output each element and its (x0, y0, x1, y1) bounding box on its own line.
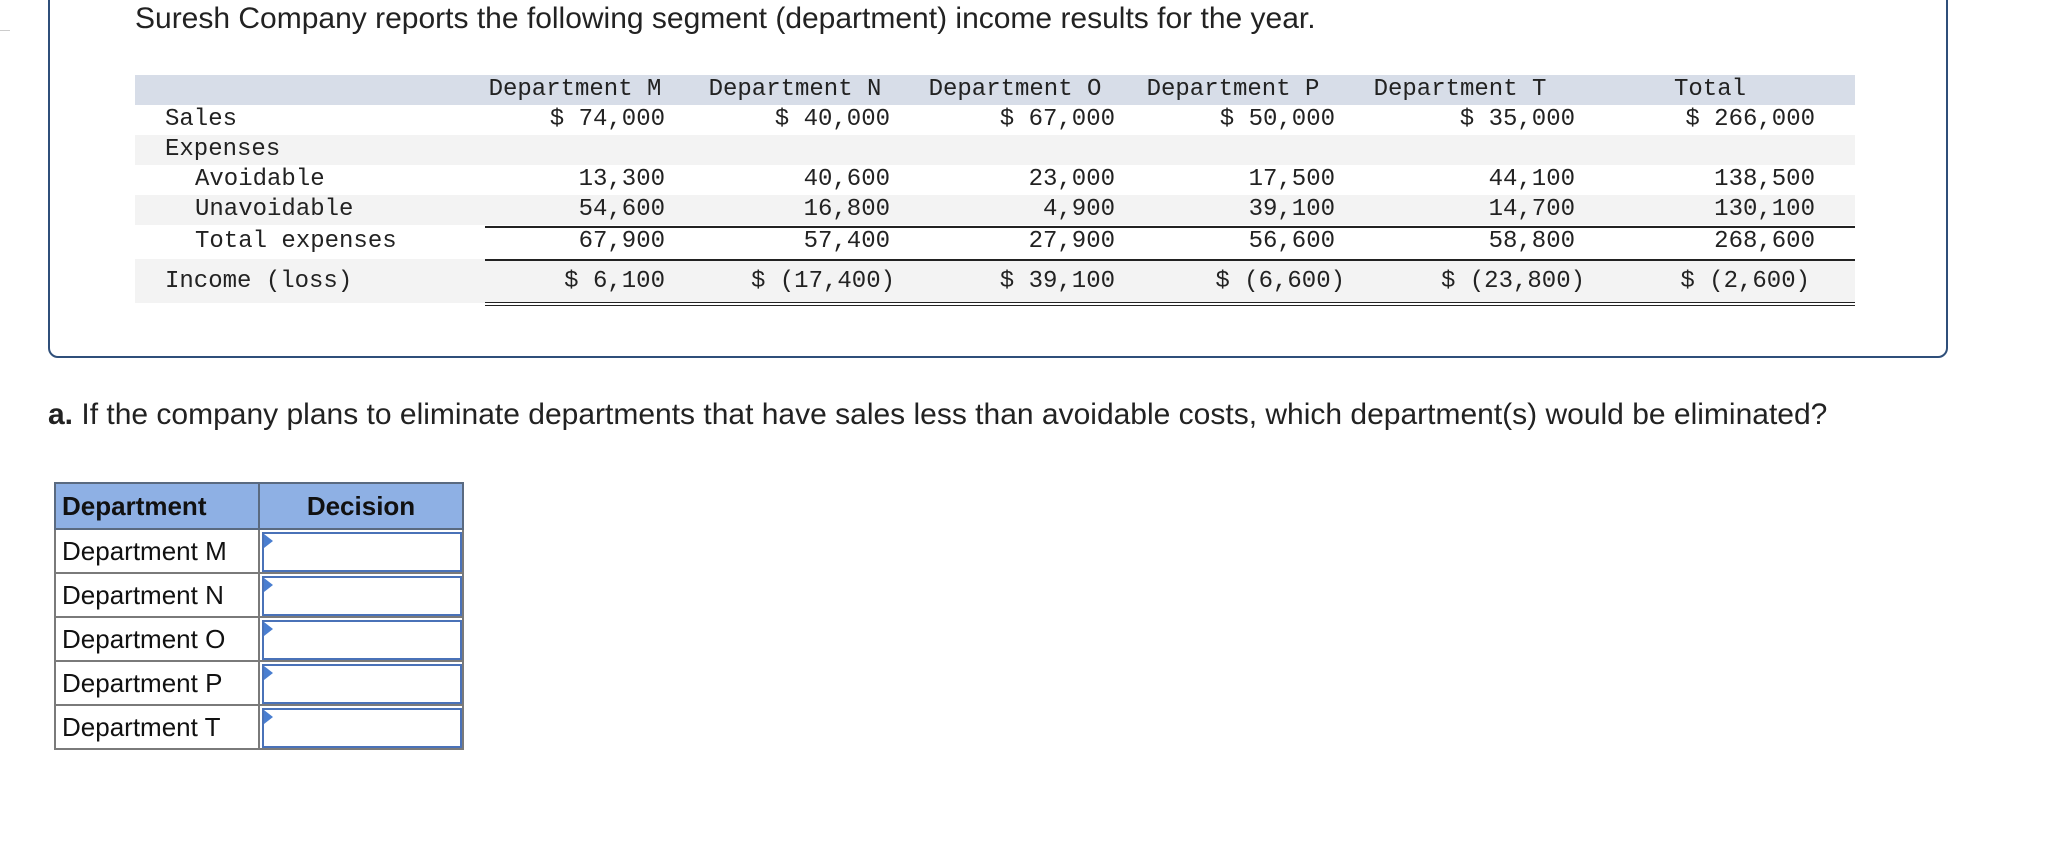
decision-cell (259, 705, 463, 749)
dropdown-indicator-icon (264, 622, 273, 636)
column-header: Total (1673, 76, 1746, 103)
unavoidable-band (135, 195, 1855, 225)
subtotal-rule (485, 226, 1855, 228)
edge-tick (0, 30, 10, 31)
decision-cell (259, 573, 463, 617)
dropdown-indicator-icon (264, 710, 273, 724)
dropdown-indicator-icon (264, 534, 273, 548)
decision-cell (259, 529, 463, 573)
unavoidable-value: 130,100 (1714, 196, 1815, 223)
row-label-sales: Sales (165, 106, 238, 133)
row-label-expenses: Expenses (165, 136, 281, 163)
table-row (55, 617, 463, 661)
total-rule (485, 259, 1855, 261)
question-label: a. (48, 398, 74, 431)
dropdown-indicator-icon (264, 666, 273, 680)
decision-dropdown[interactable] (262, 664, 462, 704)
department-cell: Department O (55, 617, 259, 661)
income-value: $ (2,600) (1680, 268, 1810, 295)
income-value: $ (23,800) (1440, 268, 1585, 295)
sales-value: $ 74,000 (549, 106, 665, 133)
column-header: Department M (488, 76, 662, 103)
decision-header: Decision (259, 483, 463, 529)
row-label-unavoidable: Unavoidable (195, 196, 354, 223)
decision-cell (259, 617, 463, 661)
total-expenses-value: 56,600 (1248, 228, 1335, 255)
decision-dropdown[interactable] (262, 708, 462, 748)
column-header: Department N (708, 76, 882, 103)
department-header: Department (55, 483, 259, 529)
table-row (55, 529, 463, 573)
avoidable-value: 44,100 (1488, 166, 1575, 193)
decision-dropdown[interactable] (262, 620, 462, 660)
unavoidable-value: 4,900 (1042, 196, 1115, 223)
income-statement (135, 75, 1855, 307)
avoidable-value: 17,500 (1248, 166, 1335, 193)
income-value: $ (17,400) (750, 268, 895, 295)
table-row (55, 573, 463, 617)
sales-value: $ 35,000 (1459, 106, 1575, 133)
total-expenses-value: 268,600 (1714, 228, 1815, 255)
avoidable-value: 138,500 (1714, 166, 1815, 193)
total-expenses-value: 67,900 (578, 228, 665, 255)
decision-dropdown[interactable] (262, 576, 462, 616)
income-value: $ (6,600) (1215, 268, 1345, 295)
sales-value: $ 50,000 (1219, 106, 1335, 133)
decision-dropdown[interactable] (262, 532, 462, 572)
sales-value: $ 67,000 (999, 106, 1115, 133)
question-a (48, 398, 1827, 432)
avoidable-band (135, 165, 1855, 195)
avoidable-value: 40,600 (803, 166, 890, 193)
department-cell: Department P (55, 661, 259, 705)
question-text: If the company plans to eliminate departments that have sales less than avoidable costs, which department(s) would be eliminated? (73, 398, 1828, 431)
sales-band (135, 105, 1855, 135)
double-underline (485, 302, 1855, 306)
table-row (55, 661, 463, 705)
decision-cell (259, 661, 463, 705)
unavoidable-value: 16,800 (803, 196, 890, 223)
department-cell: Department N (55, 573, 259, 617)
row-label-income: Income (loss) (165, 268, 353, 295)
expenses-band (135, 135, 1855, 165)
income-value: $ 39,100 (999, 268, 1115, 295)
problem-intro: Suresh Company reports the following segment (department) income results for the year. (135, 2, 1316, 35)
avoidable-value: 23,000 (1028, 166, 1115, 193)
total-expenses-value: 57,400 (803, 228, 890, 255)
unavoidable-value: 54,600 (578, 196, 665, 223)
sales-value: $ 40,000 (774, 106, 890, 133)
sales-value: $ 266,000 (1685, 106, 1815, 133)
avoidable-value: 13,300 (578, 166, 665, 193)
column-header: Department T (1373, 76, 1547, 103)
income-band (135, 259, 1855, 303)
total-expenses-value: 27,900 (1028, 228, 1115, 255)
row-label-total-expenses: Total expenses (195, 228, 397, 255)
income-value: $ 6,100 (564, 268, 665, 295)
dropdown-indicator-icon (264, 578, 273, 592)
total-expenses-value: 58,800 (1488, 228, 1575, 255)
table-row (55, 705, 463, 749)
row-label-avoidable: Avoidable (195, 166, 325, 193)
decision-table (54, 482, 464, 750)
department-cell: Department T (55, 705, 259, 749)
unavoidable-value: 39,100 (1248, 196, 1335, 223)
column-header: Department P (1146, 76, 1320, 103)
unavoidable-value: 14,700 (1488, 196, 1575, 223)
department-cell: Department M (55, 529, 259, 573)
column-header: Department O (928, 76, 1102, 103)
